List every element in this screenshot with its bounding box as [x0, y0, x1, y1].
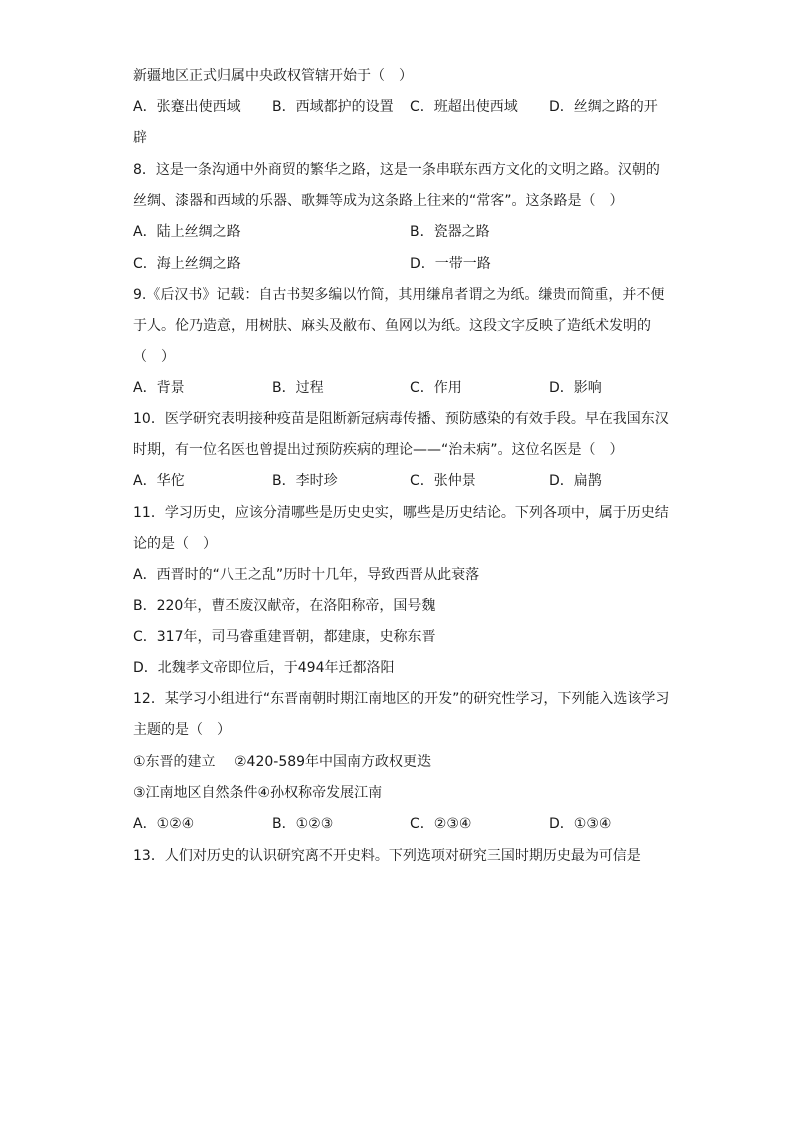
- q8-option-c: C．海上丝绸之路: [133, 256, 241, 272]
- q7-option-a: A．张蹇出使西域: [133, 99, 241, 115]
- q9-stem-line-3: （ ）: [133, 349, 175, 365]
- q10-option-c: C．张仲景: [410, 473, 476, 489]
- q12-item-line-2: ③江南地区自然条件④孙权称帝发展江南: [133, 785, 383, 801]
- q7-option-b: B．西域都护的设置: [272, 99, 394, 115]
- q12-stem-line-2: 主题的是（ ）: [133, 722, 231, 738]
- q13-stem-line-1: 13．人们对历史的认识研究离不开史料。下列选项对研究三国时期历史最为可信是: [133, 848, 641, 864]
- q9-stem-line-2: 于人。伦乃造意，用树肤、麻头及敝布、鱼网以为纸。这段文字反映了造纸术发明的: [133, 318, 651, 334]
- q12-item-line-1: ①东晋的建立 ②420-589年中国南方政权更迭: [133, 754, 432, 770]
- q11-stem-line-1: 11．学习历史，应该分清哪些是历史史实，哪些是历史结论。下列各项中，属于历史结: [133, 505, 669, 521]
- q8-stem-line-1: 8．这是一条沟通中外商贸的繁华之路，这是一条串联东西方文化的文明之路。汉朝的: [133, 162, 660, 178]
- q10-option-d: D．扁鹊: [549, 473, 602, 489]
- q9-option-a: A．背景: [133, 380, 185, 396]
- q12-option-b: B．①②③: [272, 816, 334, 832]
- q8-option-d: D．一带一路: [410, 256, 491, 272]
- q10-stem-line-1: 10．医学研究表明接种疫苗是阻断新冠病毒传播、预防感染的有效手段。早在我国东汉: [133, 411, 669, 427]
- q9-option-d: D．影响: [549, 380, 602, 396]
- q7-option-d-wrap: 辟: [133, 130, 147, 146]
- q8-option-b: B．瓷器之路: [410, 224, 490, 240]
- q9-option-c: C．作用: [410, 380, 462, 396]
- q11-option-d: D．北魏孝文帝即位后，于494年迁都洛阳: [133, 660, 395, 676]
- q10-stem-line-2: 时期，有一位名医也曾提出过预防疾病的理论——“治未病”。这位名医是（ ）: [133, 442, 624, 458]
- q12-option-c: C．②③④: [410, 816, 472, 832]
- q8-stem-line-2: 丝绸、漆器和西域的乐器、歌舞等成为这条路上往来的“常客”。这条路是（ ）: [133, 193, 624, 209]
- q9-option-b: B．过程: [272, 380, 324, 396]
- q10-option-b: B．李时珍: [272, 473, 338, 489]
- q12-stem-line-1: 12．某学习小组进行“东晋南朝时期江南地区的开发”的研究性学习，下列能入选该学习: [133, 691, 670, 707]
- q7-option-d: D．丝绸之路的开: [549, 99, 658, 115]
- q11-stem-line-2: 论的是（ ）: [133, 536, 217, 552]
- q9-stem-line-1: 9.《后汉书》记载：自古书契多编以竹简，其用缣帛者谓之为纸。缣贵而简重，并不便: [133, 287, 665, 303]
- q11-option-b: B．220年，曹丕废汉献帝，在洛阳称帝，国号魏: [133, 598, 436, 614]
- q11-option-c: C．317年，司马睿重建晋朝，都建康，史称东晋: [133, 629, 436, 645]
- q10-option-a: A．华佗: [133, 473, 185, 489]
- q7-option-c: C．班超出使西域: [410, 99, 518, 115]
- q12-option-d: D．①③④: [549, 816, 612, 832]
- q7-stem: 新疆地区正式归属中央政权管辖开始于（ ）: [133, 68, 413, 84]
- q12-option-a: A．①②④: [133, 816, 195, 832]
- q11-option-a: A．西晋时的“八王之乱”历时十几年，导致西晋从此衰落: [133, 567, 480, 583]
- q8-option-a: A．陆上丝绸之路: [133, 224, 241, 240]
